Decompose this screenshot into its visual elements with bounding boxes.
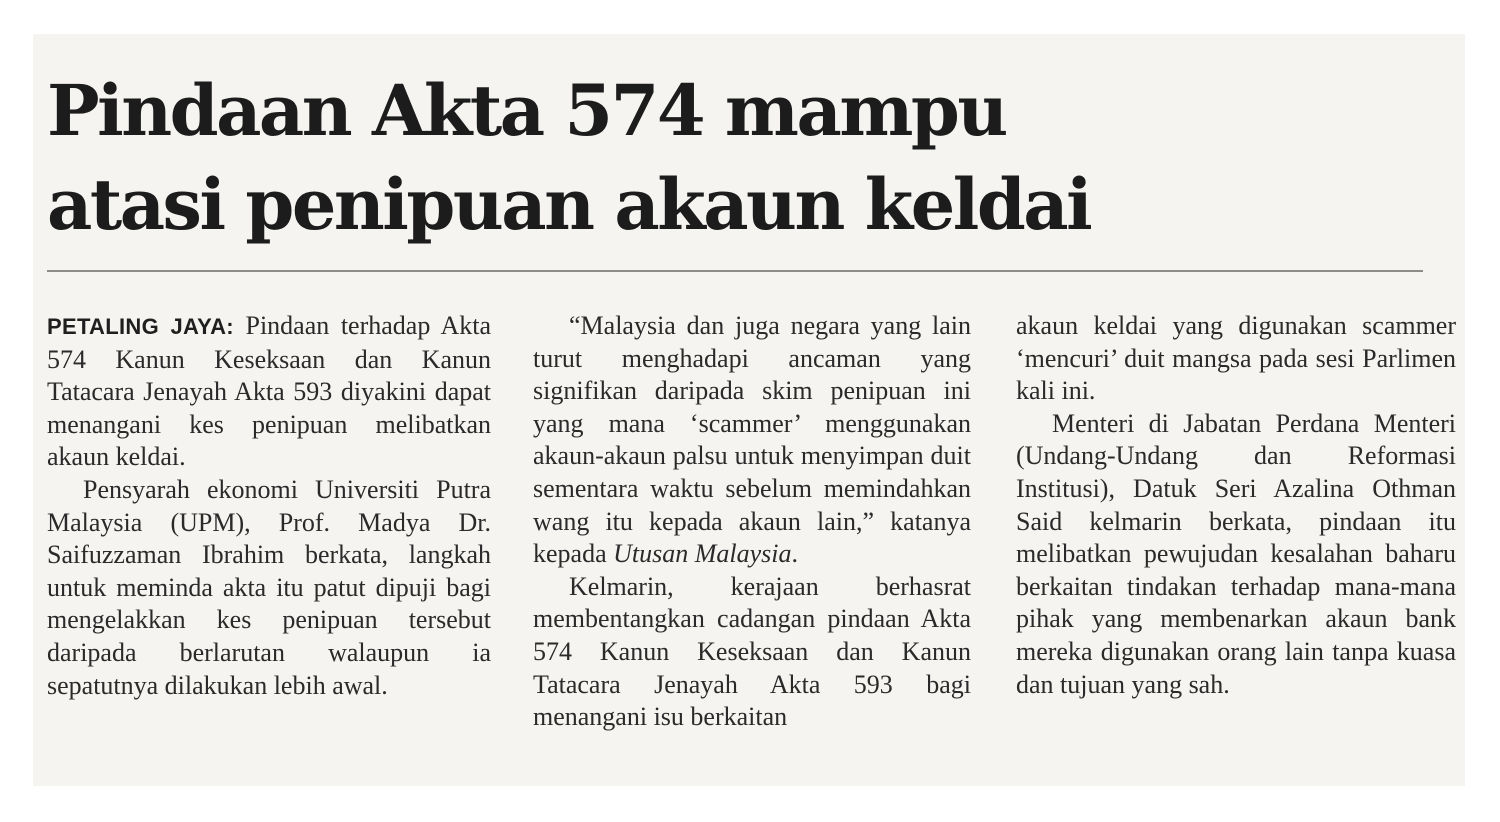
headline-line-1: Pindaan Akta 574 mampu	[47, 69, 1006, 152]
dateline: PETALING JAYA:	[47, 314, 234, 339]
paragraph: Pensyarah ekonomi Universiti Putra Malaysia (UPM), Prof. Madya Dr. Saifuzzaman Ibrahim berkata, langkah untuk meminda akta itu patut dipuji bagi mengelakkan kes penipuan tersebut daripada berlarutan walaupun ia sepatutnya dilakukan lebih awal.	[47, 474, 491, 700]
body-column-2	[533, 310, 971, 734]
body-column-3	[1016, 310, 1456, 701]
paragraph	[47, 310, 491, 474]
headline-line-2: atasi penipuan akaun keldai	[47, 163, 1091, 246]
publication-name: Utusan Malaysia	[613, 539, 792, 569]
headline-divider	[47, 270, 1423, 272]
paragraph	[533, 310, 971, 571]
paragraph: akaun keldai yang digunakan scammer ‘mencuri’ duit mangsa pada sesi Parlimen kali ini.	[1016, 311, 1456, 406]
quote-text: “Malaysia dan juga negara yang lain turut menghadapi ancaman yang signifikan daripada skim penipuan ini yang mana ‘scammer’ menggunakan akaun-akaun palsu untuk menyimpan duit sementara waktu sebelum memindahkan wang itu kepada akaun lain,” katanya kepada	[533, 311, 971, 569]
paragraph: Kelmarin, kerajaan berhasrat membentangkan cadangan pindaan Akta 574 Kanun Keseksaan dan Kanun Tatacara Jenayah Akta 593 bagi menangani isu berkaitan	[533, 571, 971, 732]
paragraph-text: Pindaan terhadap Akta 574 Kanun Keseksaan dan Kanun Tatacara Jenayah Akta 593 diyakini dapat menangani kes penipuan melibatkan akaun keldai.	[47, 311, 491, 472]
body-column-1	[47, 310, 491, 702]
sentence-end: .	[791, 539, 799, 569]
headline	[47, 64, 1247, 252]
newspaper-clipping	[33, 34, 1465, 786]
paragraph: Menteri di Jabatan Perdana Menteri (Undang-Undang dan Reformasi Institusi), Datuk Seri Azalina Othman Said kelmarin berkata, pindaan itu melibatkan pewujudan kesalahan baharu berkaitan tindakan terhadap mana-mana pihak yang membenarkan akaun bank mereka digunakan orang lain tanpa kuasa dan tujuan yang sah.	[1016, 408, 1456, 699]
